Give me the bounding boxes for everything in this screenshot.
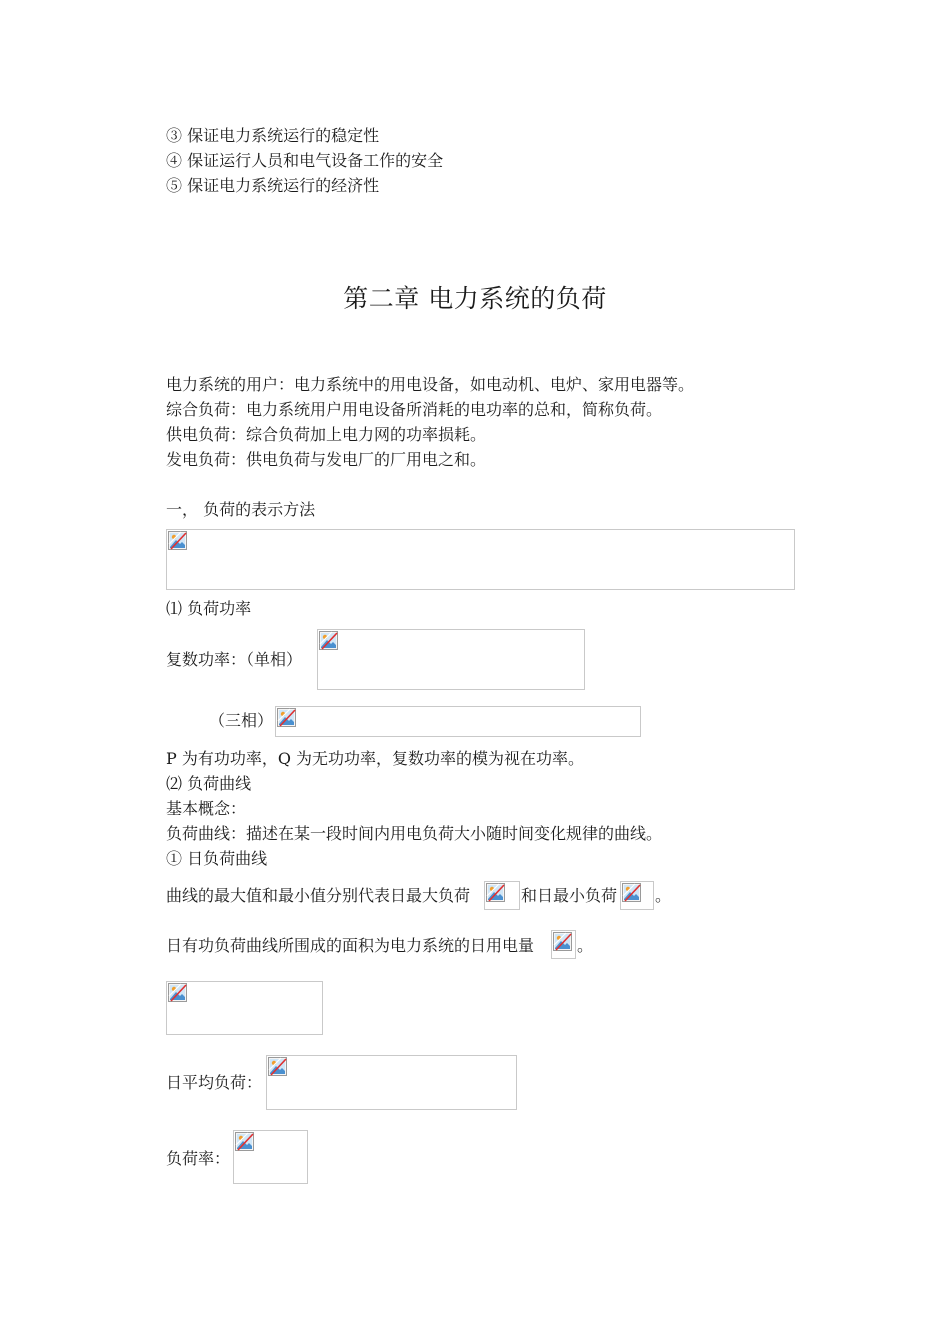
formula-image-avg-load: [266, 1055, 517, 1110]
daily-energy-text-part2: 。: [577, 936, 594, 955]
list-item-economy: ⑤ 保证电力系统运行的经济性: [166, 176, 380, 195]
broken-image-icon: [168, 531, 187, 550]
formula-image-single-phase: [317, 629, 585, 690]
daily-energy-text-part1: 日有功负荷曲线所围成的面积为电力系统的日用电量: [166, 936, 535, 955]
subheading-load-curve: ⑵ 负荷曲线: [166, 774, 252, 793]
formula-image-load-rate: [233, 1130, 308, 1184]
chapter-title: 第二章 电力系统的负荷: [343, 284, 607, 313]
list-item-safety: ④ 保证运行人员和电气设备工作的安全: [166, 151, 444, 170]
three-phase-label: （三相）: [209, 711, 274, 730]
formula-image-daily-energy: [551, 930, 576, 959]
formula-image-wide: [166, 529, 795, 590]
definition-generation-load: 发电负荷：供电负荷与发电厂的厂用电之和。: [166, 450, 487, 469]
complex-power-label: 复数功率：（单相）: [166, 650, 303, 669]
subheading-load-power: ⑴ 负荷功率: [166, 599, 252, 618]
max-min-text-part3: 。: [655, 886, 672, 905]
formula-image-three-phase: [275, 706, 641, 737]
basic-concept-label: 基本概念：: [166, 799, 247, 818]
avg-load-label: 日平均负荷：: [166, 1073, 263, 1092]
load-curve-definition: 负荷曲线：描述在某一段时间内用电负荷大小随时间变化规律的曲线。: [166, 824, 663, 843]
max-min-text-part2: 和日最小负荷: [521, 886, 618, 905]
broken-image-icon: [268, 1057, 287, 1076]
load-rate-label: 负荷率：: [166, 1149, 231, 1168]
broken-image-icon: [486, 883, 505, 902]
broken-image-icon: [622, 883, 641, 902]
formula-image-min-load: [620, 881, 654, 910]
max-min-text-part1: 曲线的最大值和最小值分别代表日最大负荷: [166, 886, 471, 905]
daily-load-curve-heading: ① 日负荷曲线: [166, 849, 268, 868]
list-item-stability: ③ 保证电力系统运行的稳定性: [166, 126, 380, 145]
section-heading-load-representation: 一， 负荷的表示方法: [166, 500, 316, 519]
definition-user: 电力系统的用户：电力系统中的用电设备，如电动机、电炉、家用电器等。: [166, 375, 695, 394]
broken-image-icon: [168, 983, 187, 1002]
definition-composite-load: 综合负荷：电力系统用户用电设备所消耗的电功率的总和，简称负荷。: [166, 400, 663, 419]
broken-image-icon: [277, 708, 296, 727]
pq-note: P 为有功功率，Q 为无功功率，复数功率的模为视在功率。: [166, 749, 585, 768]
formula-image-daily-energy-integral: [166, 981, 323, 1035]
definition-supply-load: 供电负荷：综合负荷加上电力网的功率损耗。: [166, 425, 487, 444]
broken-image-icon: [235, 1132, 254, 1151]
broken-image-icon: [319, 631, 338, 650]
broken-image-icon: [553, 932, 572, 951]
formula-image-max-load: [484, 881, 520, 910]
